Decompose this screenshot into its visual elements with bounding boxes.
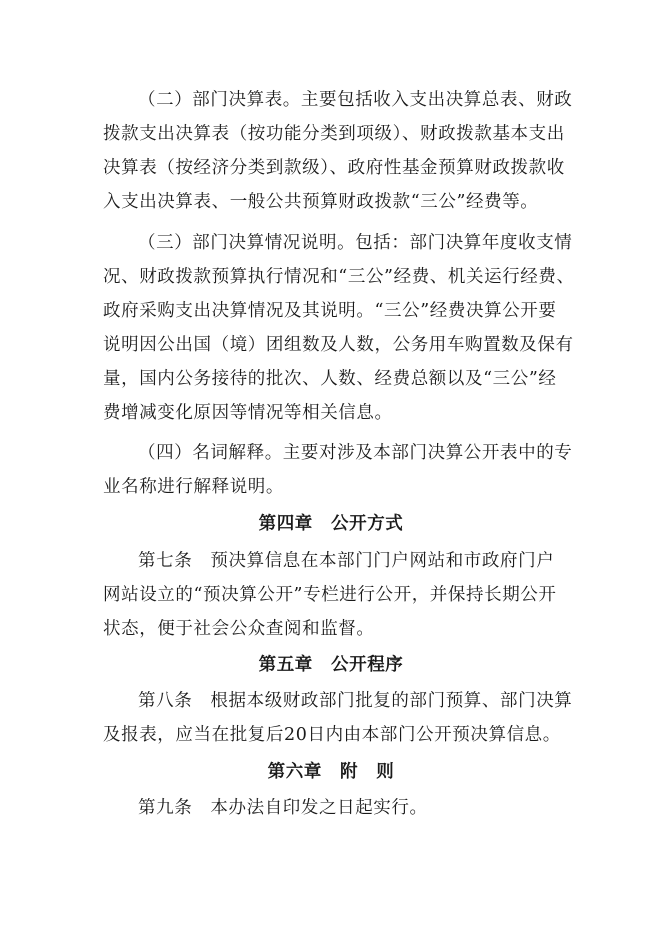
paragraph-line: 况、财政拨款预算执行情况和“三公”经费、机关运行经费、 [103, 267, 575, 287]
paragraph-line: 业名称进行解释说明。 [103, 477, 284, 497]
chapter-heading: 第六章 附 则 [267, 762, 395, 782]
paragraph-line: 说明因公出国（境）团组数及人数，公务用车购置数及保有 [103, 335, 574, 355]
paragraph-line: 量，国内公务接待的批次、人数、经费总额以及“三公”经 [103, 369, 557, 389]
paragraph-line: （三）部门决算情况说明。包括：部门决算年度收支情 [138, 233, 573, 253]
article-line: 状态，便于社会公众查阅和监督。 [103, 619, 375, 639]
paragraph-line: 决算表（按经济分类到款级）、政府性基金预算财政拨款收 [103, 158, 565, 178]
chapter-heading: 第四章 公开方式 [258, 514, 404, 534]
paragraph-line: 拨款支出决算表（按功能分类到项级）、财政拨款基本支出 [103, 124, 565, 144]
chapter-heading: 第五章 公开程序 [258, 655, 404, 675]
article-line: 第八条 根据本级财政部门批复的部门预算、部门决算 [138, 691, 573, 711]
paragraph-line: 入支出决算表、一般公共预算财政拨款“三公”经费等。 [103, 192, 539, 212]
paragraph-line: （四）名词解释。主要对涉及本部门决算公开表中的专 [138, 443, 573, 463]
paragraph-line: （二）部门决算表。主要包括收入支出决算总表、财政 [138, 90, 573, 110]
article-line: 网站设立的“预决算公开”专栏进行公开，并保持长期公开 [103, 585, 557, 605]
article-line: 及报表，应当在批复后20日内由本部门公开预决算信息。 [103, 725, 561, 745]
article-line: 第七条 预决算信息在本部门门户网站和市政府门户 [138, 551, 555, 571]
paragraph-line: 费增减变化原因等情况等相关信息。 [103, 403, 393, 423]
paragraph-line: 政府采购支出决算情况及其说明。“三公”经费决算公开要 [103, 301, 557, 321]
article-line: 第九条 本办法自印发之日起实行。 [138, 798, 428, 818]
